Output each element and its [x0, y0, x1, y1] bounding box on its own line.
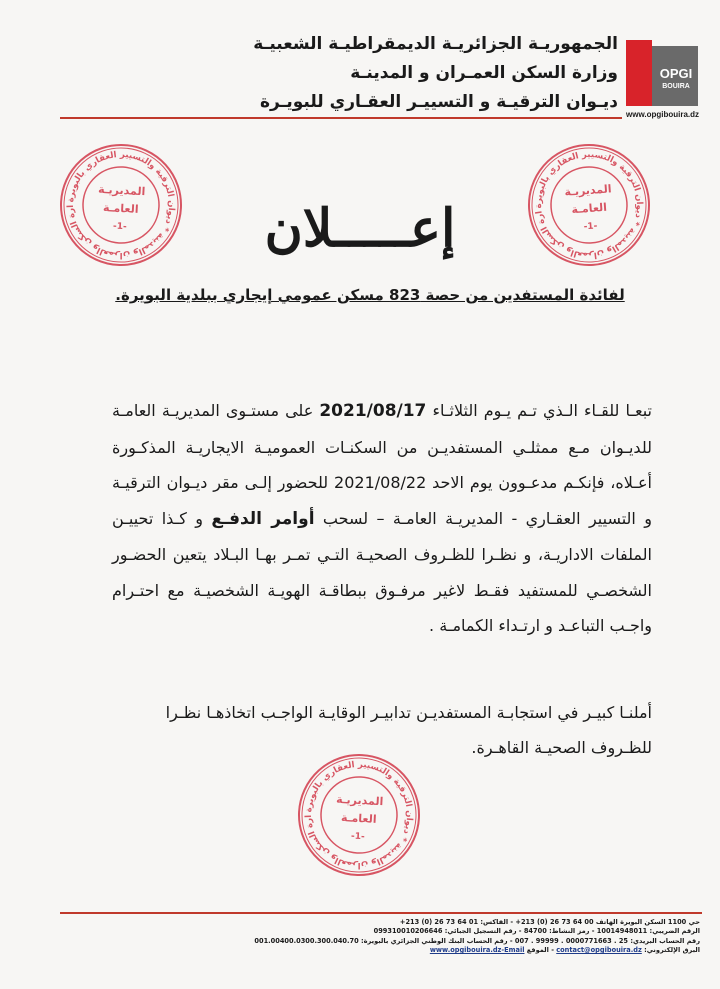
official-stamp-bottom [294, 750, 424, 880]
logo-city: BOUIRA [662, 83, 690, 90]
svg-text:العامـة: العامـة [340, 811, 377, 826]
closing-paragraph: أملنـا كبيـر في استجابـة المستفديـن تدابيـر الوقايـة الواجـب اتخاذهـا نظـرا للظـروف الصحيـة القاهـرة. [165, 703, 652, 757]
stamp-graphic [56, 140, 186, 270]
announcement-subtitle: لفائدة المستفدين من حصة 823 مسكن عمومي إيجاري ببلدية البويرة. [115, 286, 625, 304]
footer-bank-info: رقم الحساب البريدي: 25 . 0000771663 . 99999 . 007 - رقم الحساب البنك الوطني الجزائري بالبويرة: 001.00400.0300.300.040.70 [254, 936, 700, 945]
payment-orders-phrase: أوامر الدفـع [211, 508, 315, 529]
svg-text:المديريـة: المديريـة [97, 182, 146, 199]
footer-site-link[interactable]: www.opgibouira.dz-Email [429, 946, 525, 955]
footer-divider [60, 912, 702, 914]
logo-brand: OPGI [659, 66, 693, 81]
appointment-date: 2021/08/22 [334, 473, 427, 492]
header-website: www.opgibouira.dz [626, 110, 700, 119]
ministry-name: وزارة السكن العمـران و المدينـة [350, 63, 618, 83]
stamp-graphic [524, 140, 654, 270]
svg-text:العامـة: العامـة [571, 200, 608, 217]
republic-name: الجمهوريـة الجزائريـة الديمقراطيـة الشعبيـة [253, 34, 618, 54]
footer-address: حي 1100 السكن البويرة الهاتف 00 64 73 26 (0) 213+ - الفاكس: 01 64 73 26 (0) 213+ [399, 918, 700, 926]
office-name: ديـوان الترقيـة و التسييـر العقـاري للبويـرة [259, 92, 618, 112]
official-stamp-left [56, 140, 186, 270]
announcement-title: إعـــــلان [264, 198, 456, 259]
meeting-date: 2021/08/17 [319, 401, 427, 421]
svg-text:المديريـة: المديريـة [335, 792, 384, 809]
svg-text:وزارة السكن والعمران والمدينة: وزارة السكن والعمران والمدينة * ديوان الترقية والتسيير العقاري بالبويرة [303, 759, 415, 871]
svg-text:المديريـة: المديريـة [564, 182, 612, 199]
svg-text:وزارة السكن والعمران والمدينة: وزارة السكن والعمران والمدينة * ديوان الترقية والتسيير العقاري بالبويرة [533, 149, 645, 261]
announcement-body: تبعـا للقـاء الـذي تـم يـوم الثلاثـاء 2021/08/17 على مستـوى المديريـة العامـة للديـوان مـع ممثلـي المستفديـن من السكنـات العموميـة الايجاريـة المذكـورة أعـلاه، فإنكـم مدعـوون يوم الاحد 2021/08/22 للحضور إلـى مقر ديـوان الترقيـة و التسيير العقـاري - المديريـة العامـة – لسحب أوامر الدفـع و كـذا تحييـن الملفات الاداريـة، و نظـرا للظـروف الصحيـة التـي تمـر بهـا البـلاد يتعين الحضـور الشخصـي للمستفيد فقـط لاغير مرفـوق ببطاقـة الهويـة الشخصيـة مع احتـرام واجـب التباعـد و ارتـداء الكمامـة . [112, 401, 653, 635]
footer-web-info: البرق الإلكتروني: contact@opgibouira.dz - الموقع www.opgibouira.dz-Email [429, 946, 700, 955]
footer-contact [230, 918, 700, 956]
official-stamp-right [524, 140, 654, 270]
opgi-logo [626, 36, 700, 106]
footer-tax-info: الرقم الضريبي: 10014948011 - رمز النشاط: 84700 - رقم التسجيل الجبائي: 099310010206646 [373, 927, 700, 936]
header-titles [188, 30, 618, 117]
footer-email-link[interactable]: contact@opgibouira.dz [556, 946, 642, 955]
svg-text:-1-: -1- [583, 221, 598, 233]
svg-text:وزارة السكن والعمران والمدينة: وزارة السكن والعمران والمدينة * ديوان الترقية والتسيير العقاري بالبويرة [65, 149, 177, 261]
svg-text:-1-: -1- [350, 831, 365, 843]
svg-text:العامـة: العامـة [102, 201, 139, 216]
stamp-graphic [294, 750, 424, 880]
svg-text:-1-: -1- [112, 221, 127, 233]
header-divider [60, 117, 622, 119]
